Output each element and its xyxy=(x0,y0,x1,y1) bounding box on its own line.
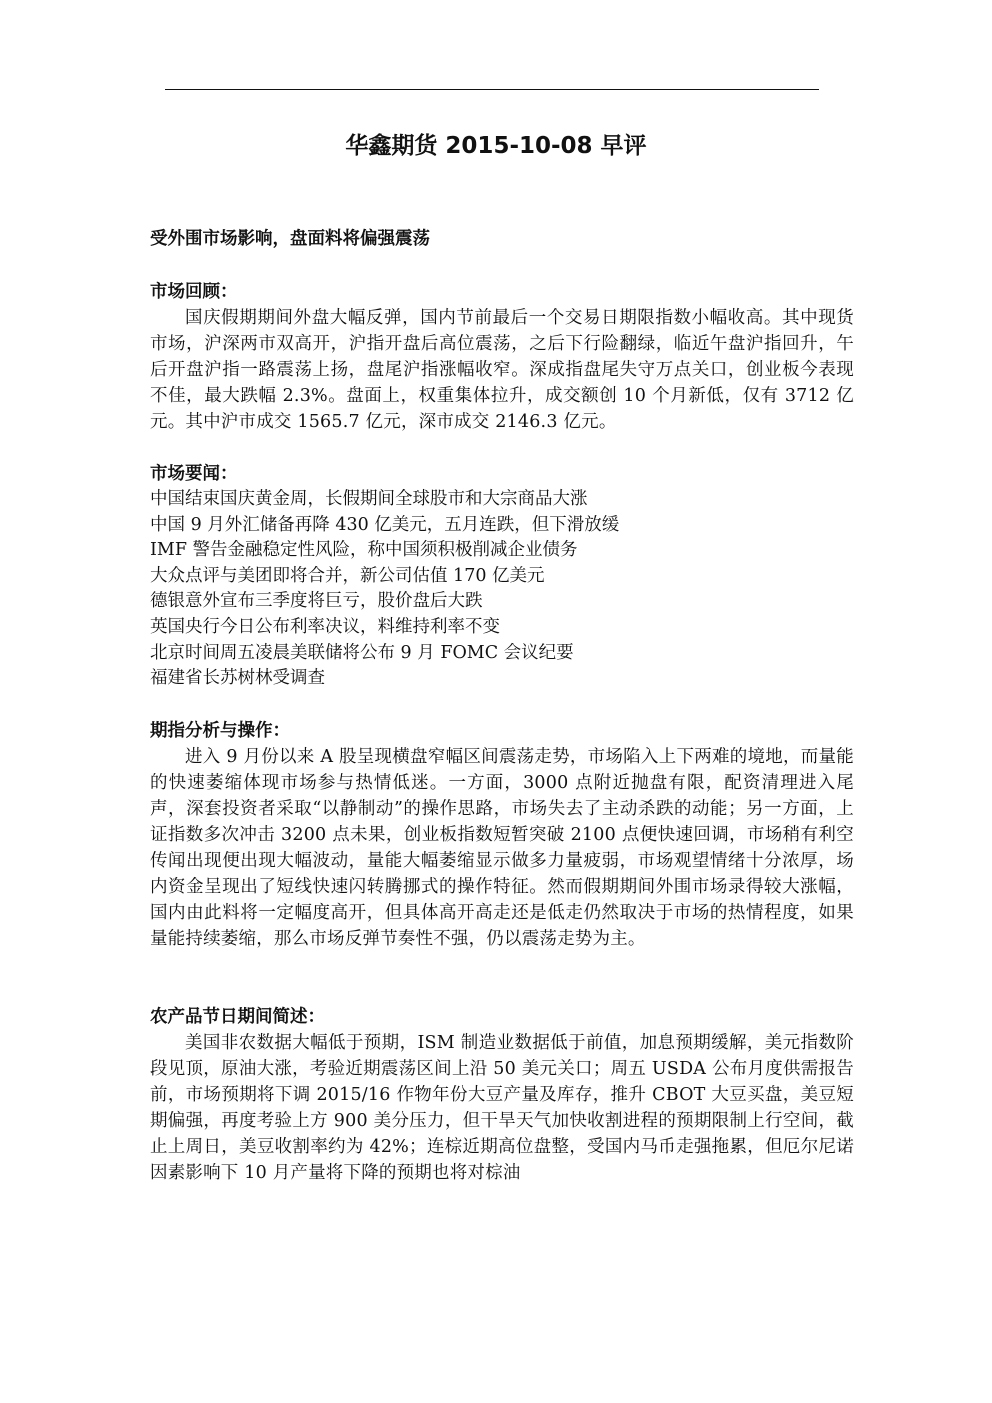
spacer xyxy=(150,435,854,461)
futures-analysis-section xyxy=(150,718,854,952)
document-body xyxy=(150,226,854,1186)
agri-summary-section xyxy=(150,1004,854,1186)
news-item: 福建省长苏树林受调查 xyxy=(150,668,325,689)
news-item: 大众点评与美团即将合并，新公司估值 170 亿美元 xyxy=(150,565,545,586)
futures-analysis-paragraph: 进入 9 月份以来 A 股呈现横盘窄幅区间震荡走势，市场陷入上下两难的境地，而量能的快速萎缩体现市场参与热情低迷。一方面，3000 点附近抛盘有限，配资清理进入尾声，深套投资者采取“以静制动”的操作思路，市场失去了主动杀跌的动能；另一方面，上证指数多次冲击 3200 点未果，创业板指数短暂突破 2100 点便快速回调，市场稍有利空传闻出现便出现大幅波动，量能大幅萎缩显示做多力量疲弱，市场观望情绪十分浓厚，场内资金呈现出了短线快速闪转腾挪式的操作特征。然而假期期间外围市场录得较大涨幅，国内由此料将一定幅度高开，但具体高开高走还是低走仍然取决于市场的热情程度，如果量能持续萎缩，那么市场反弹节奏性不强，仍以震荡走势为主。 xyxy=(150,746,854,949)
document-subtitle: 受外围市场影响，盘面料将偏强震荡 xyxy=(150,229,430,249)
market-review-heading: 市场回顾： xyxy=(150,282,238,302)
agri-summary-paragraph: 美国非农数据大幅低于预期，ISM 制造业数据低于前值，加息预期缓解，美元指数阶段见顶，原油大涨，考验近期震荡区间上沿 50 美元关口；周五 USDA 公布月度供需报告前，市场预期将下调 2015/16 作物年份大豆产量及库存，推升 CBOT 大豆买盘，美豆短期偏强，再度考验上方 900 美分压力，但干旱天气加快收割进程的预期限制上行空间，截止上周日，美豆收割率约为 42%；连棕近期高位盘整，受国内马币走强拖累，但厄尔尼诺因素影响下 10 月产量将下降的预期也将对棕油 xyxy=(150,1032,854,1183)
document-title: 华鑫期货 2015-10-08 早评 xyxy=(345,133,647,159)
header-rule xyxy=(165,89,819,90)
spacer xyxy=(150,692,854,718)
market-review-paragraph: 国庆假期期间外盘大幅反弹，国内节前最后一个交易日期限指数小幅收高。其中现货市场，沪深两市双高开，沪指开盘后高位震荡，之后下行险翻绿，临近午盘沪指回升，午后开盘沪指一路震荡上扬，盘尾沪指涨幅收窄。深成指盘尾失守万点关口，创业板今表现不佳，最大跌幅 2.3%。盘面上，权重集体拉升，成交额创 10 个月新低，仅有 3712 亿元。其中沪市成交 1565.7 亿元，深市成交 2146.3 亿元。 xyxy=(150,308,854,432)
news-item: 中国 9 月外汇储备再降 430 亿美元，五月连跌，但下滑放缓 xyxy=(150,514,620,535)
market-review-section xyxy=(150,279,854,435)
news-item: 北京时间周五凌晨美联储将公布 9 月 FOMC 会议纪要 xyxy=(150,642,574,663)
futures-analysis-heading: 期指分析与操作： xyxy=(150,720,290,741)
market-news-heading: 市场要闻： xyxy=(150,464,238,484)
agri-summary-heading: 农产品节日期间简述： xyxy=(150,1006,325,1027)
news-item: 英国央行今日公布利率决议，料维持利率不变 xyxy=(150,616,500,637)
market-news-section xyxy=(150,461,854,692)
news-list xyxy=(150,487,854,692)
news-item: 中国结束国庆黄金周，长假期间全球股市和大宗商品大涨 xyxy=(150,489,588,509)
spacer xyxy=(150,952,854,1004)
news-item: IMF 警告金融稳定性风险，称中国须积极削减企业债务 xyxy=(150,540,578,561)
news-item: 德银意外宣布三季度将巨亏，股价盘后大跌 xyxy=(150,591,483,612)
